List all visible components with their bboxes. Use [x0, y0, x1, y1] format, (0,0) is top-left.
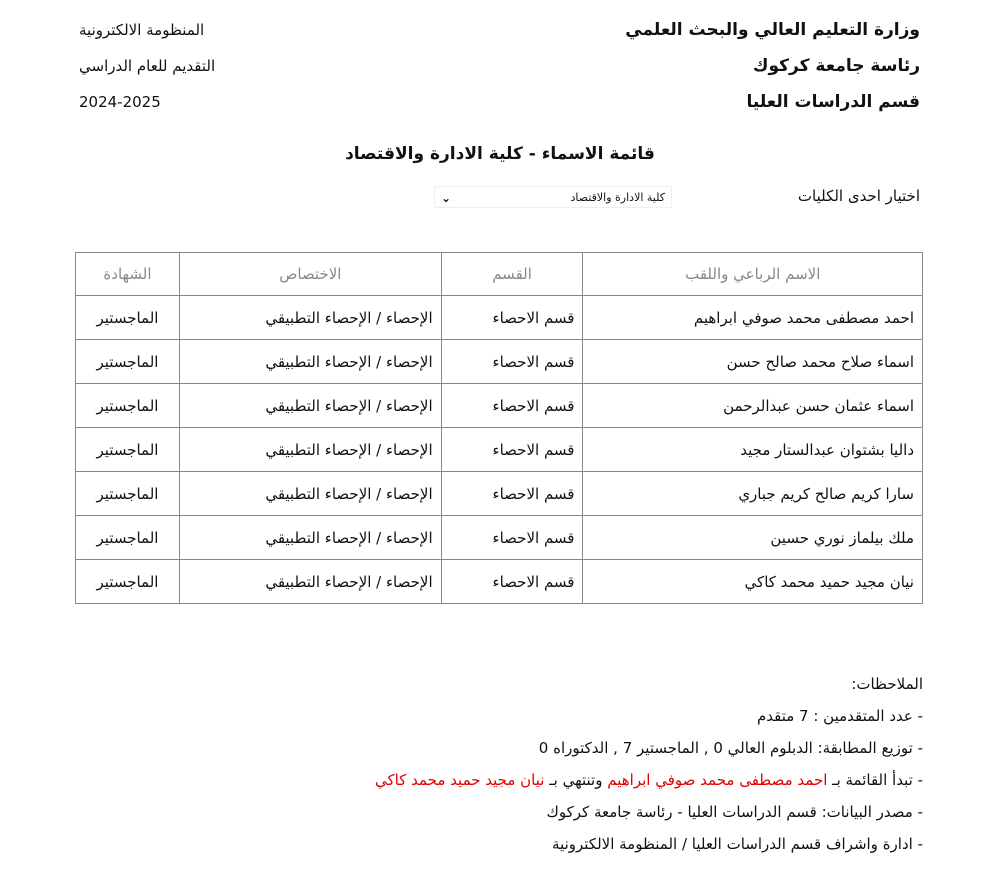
notes-section — [63, 668, 923, 860]
college-select[interactable] — [434, 186, 672, 208]
table-header-row — [76, 253, 923, 296]
cell-department: قسم الاحصاء — [441, 472, 583, 516]
cell-department: قسم الاحصاء — [441, 560, 583, 604]
applicants-table — [75, 252, 923, 604]
cell-name: سارا كريم صالح كريم جباري — [583, 472, 923, 516]
table-row — [76, 428, 923, 472]
cell-name: اسماء صلاح محمد صالح حسن — [583, 340, 923, 384]
academic-year: 2024-2025 — [79, 93, 161, 111]
college-select-value: كلية الادارة والاقتصاد — [570, 191, 665, 204]
cell-degree: الماجستير — [76, 472, 180, 516]
cell-degree: الماجستير — [76, 340, 180, 384]
presidency-name: رئاسة جامعة كركوك — [752, 56, 920, 76]
page-title: قائمة الاسماء - كلية الادارة والاقتصاد — [345, 144, 655, 164]
first-name-highlight: احمد مصطفى محمد صوفي ابراهيم — [607, 771, 828, 789]
cell-department: قسم الاحصاء — [441, 296, 583, 340]
cell-degree: الماجستير — [76, 516, 180, 560]
header-department: القسم — [441, 253, 583, 296]
notes-supervision: - ادارة واشراف قسم الدراسات العليا / المنظومة الالكترونية — [552, 835, 923, 853]
cell-degree: الماجستير — [76, 560, 180, 604]
notes-list-range — [63, 764, 923, 796]
table-row — [76, 472, 923, 516]
header-specialization: الاختصاص — [179, 253, 441, 296]
cell-specialization: الإحصاء / الإحصاء التطبيقي — [179, 428, 441, 472]
college-select-label: اختيار احدى الكليات — [797, 187, 920, 205]
cell-degree: الماجستير — [76, 428, 180, 472]
cell-department: قسم الاحصاء — [441, 516, 583, 560]
header-name: الاسم الرباعي واللقب — [583, 253, 923, 296]
cell-department: قسم الاحصاء — [441, 340, 583, 384]
notes-distribution: - توزيع المطابقة: الدبلوم العالي 0 , الماجستير 7 , الدكتوراه 0 — [538, 739, 923, 757]
cell-name: ملك بيلماز نوري حسين — [583, 516, 923, 560]
cell-specialization: الإحصاء / الإحصاء التطبيقي — [179, 560, 441, 604]
cell-specialization: الإحصاء / الإحصاء التطبيقي — [179, 296, 441, 340]
cell-specialization: الإحصاء / الإحصاء التطبيقي — [179, 340, 441, 384]
table-row — [76, 384, 923, 428]
cell-degree: الماجستير — [76, 296, 180, 340]
cell-name: اسماء عثمان حسن عبدالرحمن — [583, 384, 923, 428]
cell-department: قسم الاحصاء — [441, 384, 583, 428]
header-degree: الشهادة — [76, 253, 180, 296]
header-system — [79, 12, 379, 120]
application-label: التقديم للعام الدراسي — [79, 57, 216, 75]
cell-specialization: الإحصاء / الإحصاء التطبيقي — [179, 516, 441, 560]
department-name: قسم الدراسات العليا — [746, 92, 920, 112]
notes-source: - مصدر البيانات: قسم الدراسات العليا - رئاسة جامعة كركوك — [546, 803, 923, 821]
college-select-row — [75, 184, 920, 212]
header-institution — [500, 12, 920, 120]
cell-degree: الماجستير — [76, 384, 180, 428]
table-row — [76, 516, 923, 560]
last-name-highlight: نيان مجيد حميد محمد كاكي — [375, 771, 545, 789]
chevron-down-icon: ⌄ — [441, 191, 452, 205]
cell-name: نيان مجيد حميد محمد كاكي — [583, 560, 923, 604]
list-start-prefix: - تبدأ القائمة بـ — [832, 771, 923, 789]
table-row — [76, 296, 923, 340]
cell-name: داليا بشتوان عبدالستار مجيد — [583, 428, 923, 472]
notes-heading: الملاحظات: — [851, 675, 923, 693]
cell-specialization: الإحصاء / الإحصاء التطبيقي — [179, 384, 441, 428]
system-name: المنظومة الالكترونية — [79, 21, 205, 39]
cell-department: قسم الاحصاء — [441, 428, 583, 472]
list-end-prefix: وتنتهي بـ — [549, 771, 603, 789]
ministry-name: وزارة التعليم العالي والبحث العلمي — [625, 20, 920, 40]
cell-specialization: الإحصاء / الإحصاء التطبيقي — [179, 472, 441, 516]
table-row — [76, 560, 923, 604]
cell-name: احمد مصطفى محمد صوفي ابراهيم — [583, 296, 923, 340]
table-row — [76, 340, 923, 384]
notes-count: - عدد المتقدمين : 7 متقدم — [756, 707, 923, 725]
